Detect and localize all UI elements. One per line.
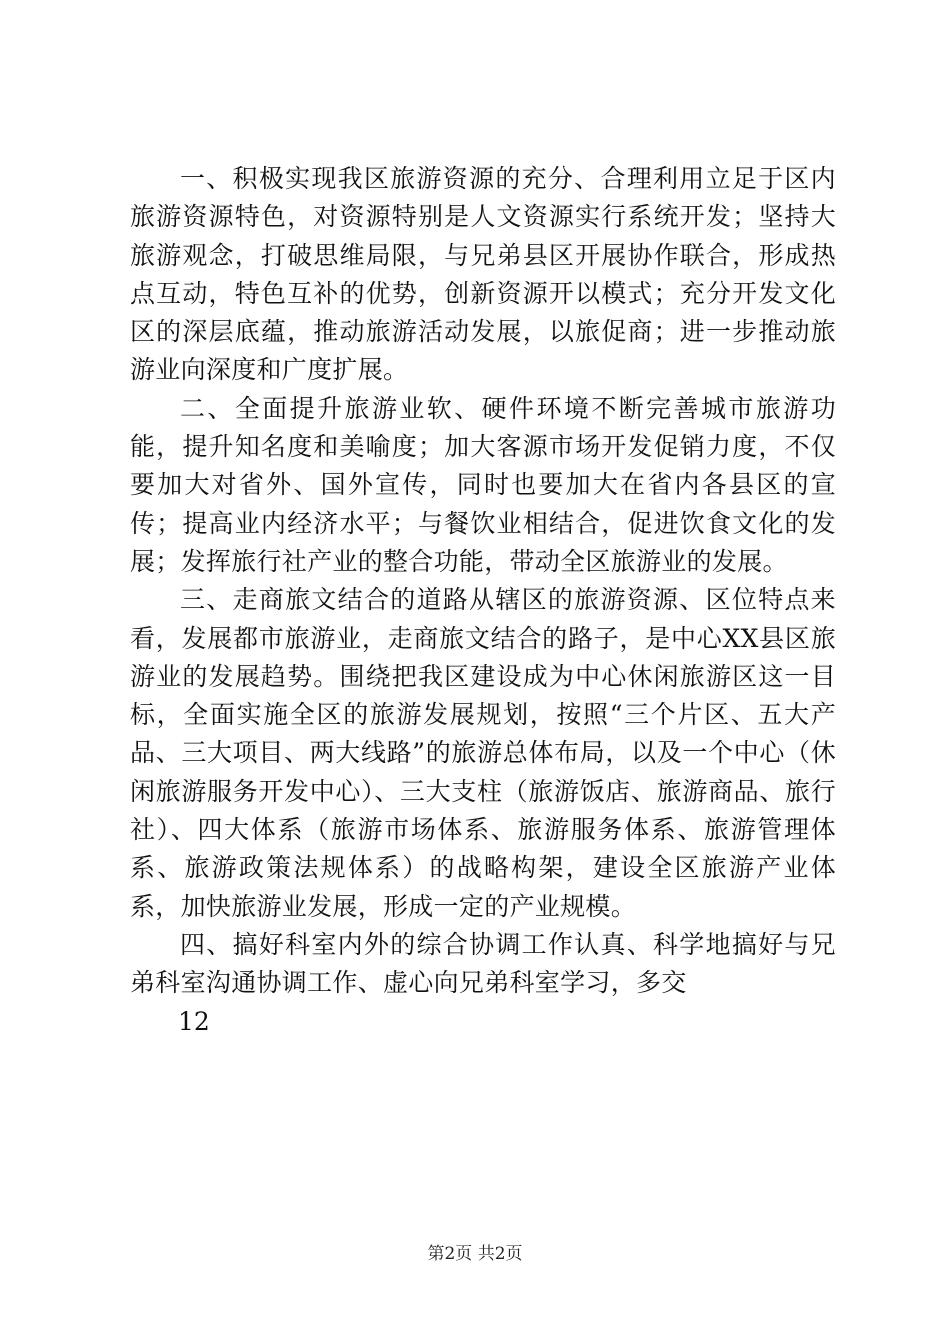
paragraph-tourism-environment: 二、全面提升旅游业软、硬件环境不断完善城市旅游功能，提升知名度和美喻度；加大客源市场开发促销力度，不仅要加大对省外、国外宣传，同时也要加大在省内各县区的宣传；提高业内经济水平；与餐饮业相结合，促进饮食文化的发展；发挥旅行社产业的整合功能，带动全区旅游业的发展。 [130,393,836,576]
paragraph-tourism-resources: 一、积极实现我区旅游资源的充分、合理利用立足于区内旅游资源特色，对资源特别是人文资源实行系统开发；坚持大旅游观念，打破思维局限，与兄弟县区开展协作联合，形成热点互动，特色互补的优势，创新资源开以模式；充分开发文化区的深层底蕴，推动旅游活动发展，以旅促商；进一步推动旅游业向深度和广度扩展。 [130,164,836,385]
page-footer: 第2页 共2页 [427,1244,523,1264]
inline-page-number: 12 [178,1006,210,1036]
paragraph-commerce-tourism-culture: 三、走商旅文结合的道路从辖区的旅游资源、区位特点来看，发展都市旅游业，走商旅文结合的路子，是中心XX县区旅游业的发展趋势。围绕把我区建设成为中心休闲旅游区这一目标，全面实施全区的旅游发展规划，按照“三个片区、五大产品、三大项目、两大线路”的旅游总体布局，以及一个中心（休闲旅游服务开发中心）、三大支柱（旅游饭店、旅游商品、旅行社）、四大体系（旅游市场体系、旅游服务体系、旅游管理体系、旅游政策法规体系）的战略构架，建设全区旅游产业体系，加快旅游业发展，形成一定的产业规模。 [130,585,836,921]
paragraph-coordination: 四、搞好科室内外的综合协调工作认真、科学地搞好与兄弟科室沟通协调工作、虚心向兄弟科室学习，多交 [130,929,836,998]
document-body [130,160,836,1041]
